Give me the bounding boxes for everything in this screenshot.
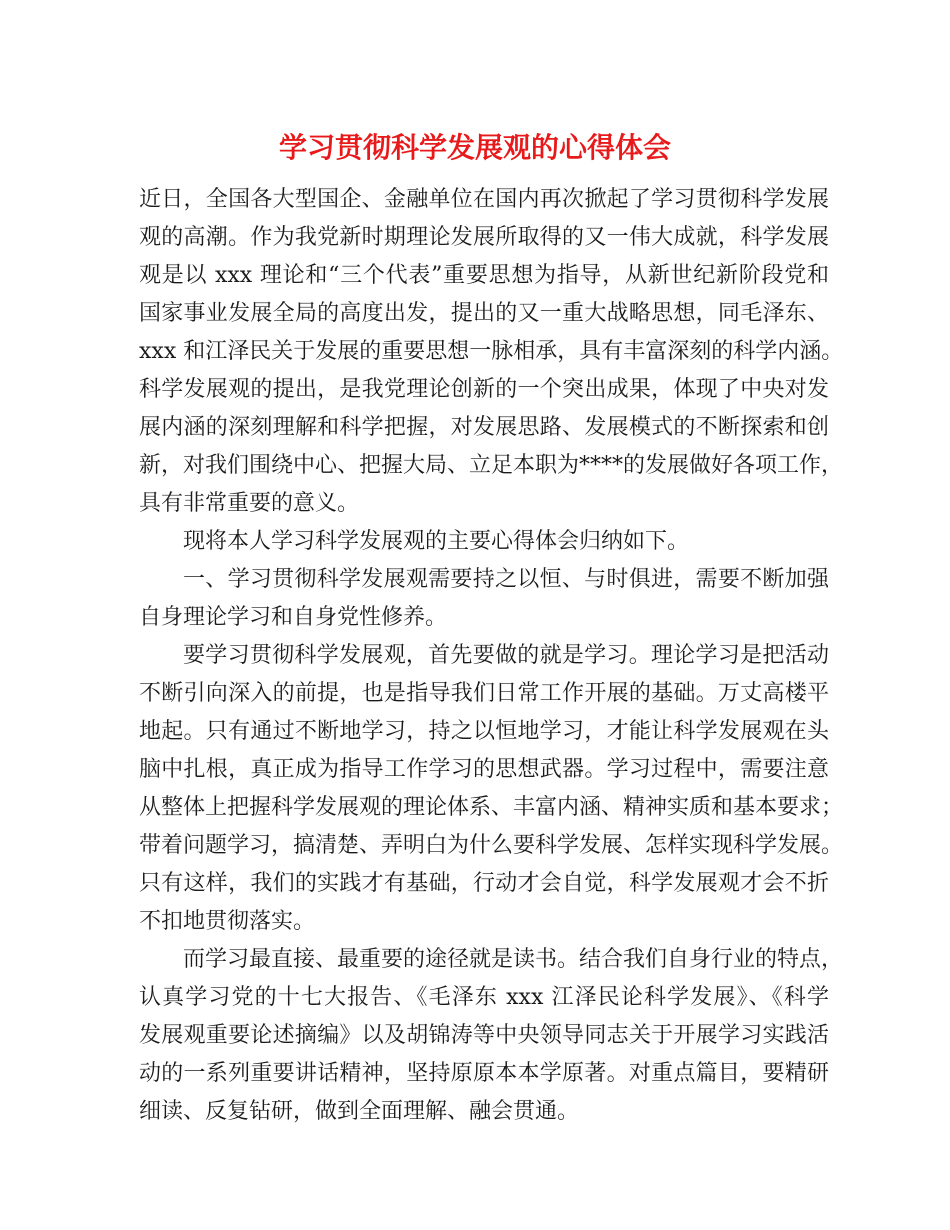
body-line-1: 近日，全国各大型国企、金融单位在国内再次掀起了学习贯彻科学发展 [139,187,829,212]
body-line-19: 只有这样，我们的实践才有基础，行动才会自觉，科学发展观才会不折 [139,871,829,896]
section-heading-line-2: 自身理论学习和自身党性修养。 [139,605,448,630]
body-line-6: 科学发展观的提出，是我党理论创新的一个突出成果，体现了中央对发 [139,377,829,402]
section-heading-line-1: 一、学习贯彻科学发展观需要持之以恒、与时俱进，需要不断加强 [183,567,829,592]
body-line-13: 要学习贯彻科学发展观，首先要做的就是学习。理论学习是把活动 [183,643,829,668]
body-line-10: 现将本人学习科学发展观的主要心得体会归纳如下。 [183,529,690,554]
body-line-17: 从整体上把握科学发展观的理论体系、丰富内涵、精神实质和基本要求； [139,795,844,820]
body-line-24: 动的一系列重要讲话精神，坚持原原本本学原著。对重点篇目，要精研 [139,1061,829,1086]
body-line-7: 展内涵的深刻理解和科学把握，对发展思路、发展模式的不断探索和创 [139,415,829,440]
body-line-25: 细读、反复钻研，做到全面理解、融会贯通。 [139,1099,580,1124]
body-line-4: 国家事业发展全局的高度出发，提出的又一重大战略思想，同毛泽东、 [139,301,829,326]
body-line-2: 观的高潮。作为我党新时期理论发展所取得的又一伟大成就，科学发展 [139,225,829,250]
body-line-16: 脑中扎根，真正成为指导工作学习的思想武器。学习过程中，需要注意 [139,757,829,782]
body-line-8: 新，对我们围绕中心、把握大局、立足本职为****的发展做好各项工作， [139,453,844,478]
body-line-15: 地起。只有通过不断地学习，持之以恒地学习，才能让科学发展观在头 [139,719,829,744]
body-line-5: xxx 和江泽民关于发展的重要思想一脉相承，具有丰富深刻的科学内涵。 [139,339,844,364]
body-line-3: 观是以 xxx 理论和“三个代表”重要思想为指导，从新世纪新阶段党和 [139,263,829,288]
body-line-18: 带着问题学习，搞清楚、弄明白为什么要科学发展、怎样实现科学发展。 [139,833,844,858]
body-line-21: 而学习最直接、最重要的途径就是读书。结合我们自身行业的特点， [183,947,844,972]
body-line-9: 具有非常重要的意义。 [139,491,360,516]
body-line-23: 发展观重要论述摘编》以及胡锦涛等中央领导同志关于开展学习实践活 [139,1023,829,1048]
body-line-14: 不断引向深入的前提，也是指导我们日常工作开展的基础。万丈高楼平 [139,681,829,706]
body-line-22: 认真学习党的十七大报告、《毛泽东 xxx 江泽民论科学发展》、《科学 [139,985,829,1010]
document-title: 学习贯彻科学发展观的心得体会 [278,131,671,164]
body-line-20: 不扣地贯彻落实。 [139,909,316,934]
